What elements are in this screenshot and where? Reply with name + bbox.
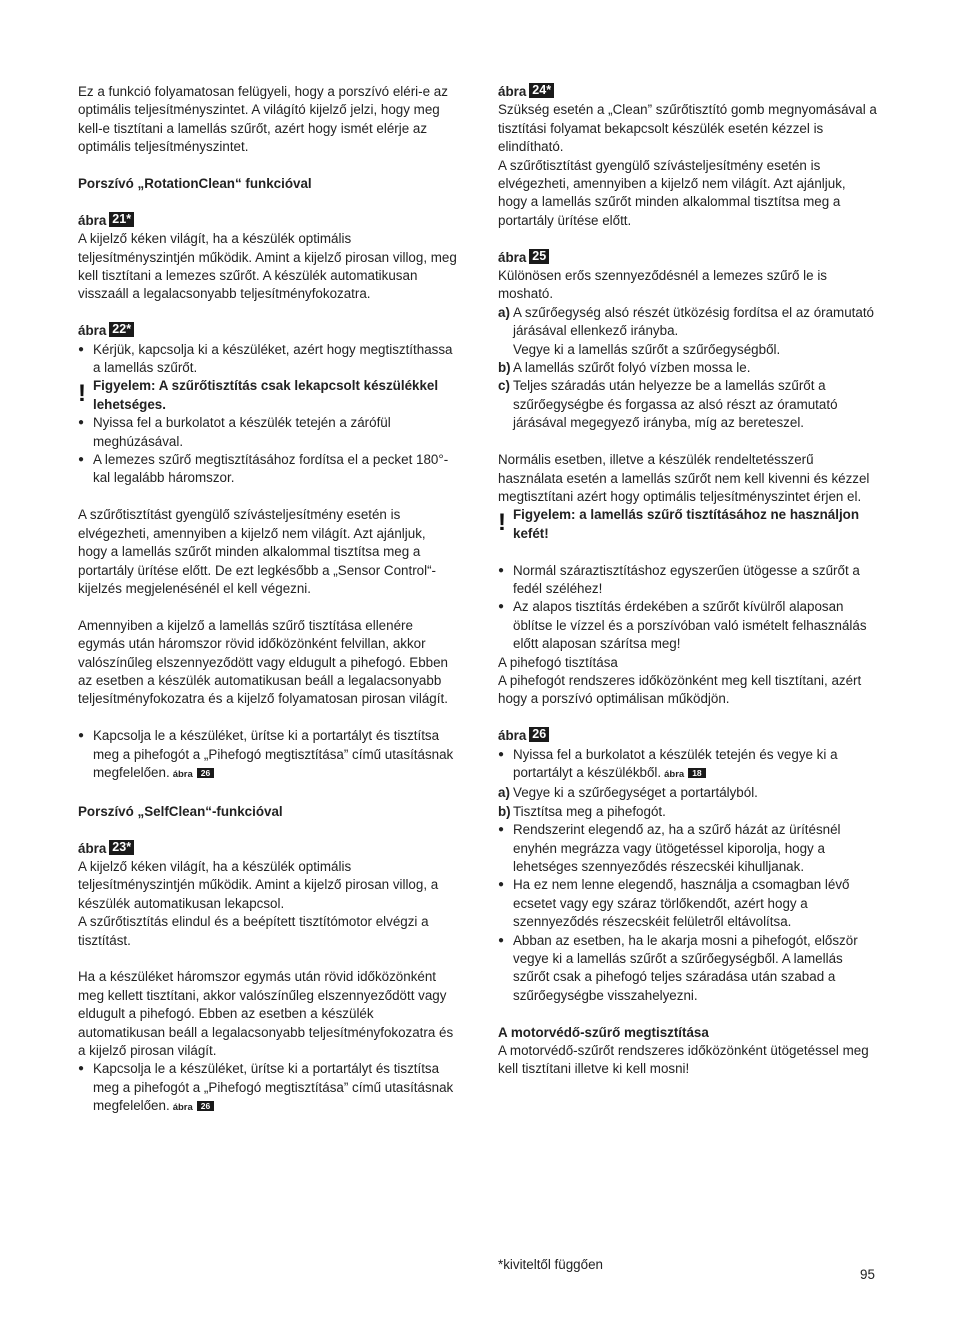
step-text: Teljes száradás után helyezze be a lamellás szűrőt a szűrőegységbe és forgassa az alsó részt az óramutató járásával megegyező irányba, míg az bereteszel. bbox=[513, 378, 838, 431]
list-item: ● Normál száraztisztításhoz egyszerűen ütögesse a szűrőt a fedél széléhez! bbox=[498, 562, 878, 599]
three-times-paragraph: Amennyiben a kijelző a lamellás szűrő tisztítása ellenére egymás után háromszor rövid időközönként felvillan, akkor valószínűleg elszennyeződött vagy eldugult a pihefogó. Ebben az esetben a készülék automatikusan beáll a legalacsonyabb teljesítményfokozatra és a kijelző folyamatosan pirosan világít. bbox=[78, 617, 448, 707]
figure-label: ábra bbox=[78, 212, 107, 228]
figure-22-badge: 22* bbox=[109, 322, 134, 337]
list-item: ● Az alapos tisztítás érdekében a szűrőt kívülről alaposan öblítse le vízzel és a porszívóban való ismételt felhasználás előtt alaposan szárítsa meg! bbox=[498, 598, 878, 653]
warning-icon: ! bbox=[498, 509, 506, 537]
step-b bbox=[498, 359, 878, 377]
figure-25-caption bbox=[498, 249, 878, 267]
figure-label: ábra bbox=[78, 840, 107, 856]
figure-24-text-2: A szűrőtisztítást gyengülő szívásteljesítmény esetén is elvégezheti, amennyiben a kijelző nem világít. Azt ajánljuk, hogy a lamellás szűrőt minden alkalommal tisztítsa meg a portartály ürítése előtt. bbox=[498, 157, 846, 228]
figure-ref-label: ábra bbox=[172, 768, 193, 780]
step-text: A szűrőegység alsó részét ütközésig fordítsa el az óramutató járásával ellenkező irányba. bbox=[513, 304, 874, 339]
step-text: Vegye ki a lamellás szűrőt a szűrőegységből. bbox=[513, 341, 781, 357]
step-label: b) bbox=[498, 803, 511, 819]
list-item: ● A lemezes szűrő megtisztításához fordítsa el a pecket 180°-kal legalább háromszor. bbox=[78, 451, 458, 488]
figure-24-badge: 24* bbox=[529, 83, 554, 98]
step-text: A lamellás szűrőt folyó vízben mossa le. bbox=[513, 360, 751, 376]
lint-filter-title: A pihefogó tisztítása bbox=[498, 654, 618, 670]
page-number: 95 bbox=[860, 1267, 875, 1282]
figure-18-ref-badge: 18 bbox=[688, 768, 705, 778]
figure-label: ábra bbox=[498, 728, 527, 744]
list-item: ● Abban az esetben, ha le akarja mosni a pihefogót, először vegye ki a lamellás szűrőt a szűrőegységből. A lamellás szűrőt csak a pihefogó teljes száradása után szabad a szűrőegységbe visszahelyezni. bbox=[498, 932, 878, 1006]
figure-25-text: Különösen erős szennyeződésnél a lemezes szűrő le is mosható. bbox=[498, 268, 827, 302]
step-label: a) bbox=[498, 304, 510, 320]
selfclean-heading: Porszívó „SelfClean“-funkcióval bbox=[78, 803, 283, 819]
figure-24-caption bbox=[498, 83, 878, 101]
figure-23-text-2: A szűrőtisztítás elindul és a beépített tisztítómotor elvégzi a tisztítást. bbox=[78, 914, 429, 948]
figure-23-text: A kijelző kéken világít, ha a készülék optimális teljesítményszintjén működik. Amint a kijelző pirosan villog, a készülék automatikusan lekapcsol. bbox=[78, 858, 439, 911]
step-c bbox=[498, 377, 878, 432]
figure-26-ref-badge: 26 bbox=[197, 1101, 214, 1111]
warning-text: Figyelem: A szűrőtisztítás csak lekapcsolt készülékkel lehetséges. bbox=[93, 378, 439, 412]
figure-label: ábra bbox=[498, 84, 527, 99]
figure-25-badge: 25 bbox=[529, 249, 549, 264]
step-a bbox=[498, 784, 878, 802]
lint-filter-text: A pihefogót rendszeres időközönként meg kell tisztítani, azért hogy a porszívó optimálisan működjön. bbox=[498, 672, 862, 707]
warning-text: Figyelem: a lamellás szűrő tisztításához ne használjon kefét! bbox=[513, 507, 860, 541]
figure-ref-label: ábra bbox=[664, 768, 685, 780]
rotationclean-heading: Porszívó „RotationClean“ funkcióval bbox=[78, 176, 312, 192]
figure-23-badge: 23* bbox=[109, 840, 134, 855]
figure-ref-label: ábra bbox=[172, 1102, 193, 1114]
normal-use-paragraph: Normális esetben, illetve a készülék rendeltetésszerű használata esetén a lamellás szűrőt nem kell kivenni és kézzel megtisztítani azért hogy optimális teljesítményszintet érjen el. bbox=[498, 452, 870, 504]
switch-off-text: Kapcsolja le a készüléket, ürítse ki a portartályt és tisztítsa meg a pihefogót a „Pihefogó megtisztítása” című utasításnak megfelelően. bbox=[93, 728, 454, 780]
list-item bbox=[78, 727, 458, 784]
step-label: a) bbox=[498, 785, 510, 801]
list-item bbox=[78, 1060, 458, 1117]
left-column bbox=[78, 83, 458, 1118]
step-text: Tisztítsa meg a pihefogót. bbox=[513, 803, 666, 819]
step-text: Vegye ki a szűrőegységet a portartályból. bbox=[513, 785, 758, 801]
warning-note bbox=[78, 377, 458, 414]
open-cover-text: Nyissa fel a burkolatot a készülék tetején és vegye ki a portartályt a készülékből. bbox=[513, 746, 838, 780]
figure-21-text: A kijelző kéken világít, ha a készülék optimális teljesítményszintjén működik. Amint a kijelző pirosan villog, meg kell tisztítani a lemezes szűrőt. A készülék automatikusan visszaáll a legalacsonyabb teljesítményfokozatra. bbox=[78, 231, 457, 302]
figure-26-badge: 26 bbox=[529, 727, 549, 742]
list-item bbox=[498, 746, 878, 785]
figure-21-badge: 21* bbox=[109, 212, 134, 227]
figure-26-ref-badge: 26 bbox=[197, 768, 214, 778]
motor-filter-heading: A motorvédő-szűrő megtisztítása bbox=[498, 1024, 709, 1040]
motor-filter-text: A motorvédő-szűrőt rendszeres időközönként ütögetéssel meg kell tisztítani illetve ki kell mosni! bbox=[498, 1043, 869, 1077]
figure-24-text: Szükség esetén a „Clean” szűrőtisztító gomb megnyomásával a tisztítási folyamat bekapcsolt készülék esetén kézzel is elindítható. bbox=[498, 102, 877, 155]
right-column bbox=[498, 83, 878, 1079]
figure-22-caption bbox=[78, 322, 458, 340]
step-b bbox=[498, 803, 878, 821]
list-item: ● Nyissa fel a burkolatot a készülék tetején a zárófül meghúzásával. bbox=[78, 414, 458, 451]
figure-21-caption bbox=[78, 212, 458, 230]
list-item: ● Rendszerint elegendő az, ha a szűrő házát az ürítésnél enyhén megrázza vagy ütögetéssel kiporolja, hogy a lehetséges szennyeződés részecskéi kihulljanak. bbox=[498, 821, 878, 876]
step-label: c) bbox=[498, 378, 510, 394]
list-item: ● Ha ez nem lenne elegendő, használja a csomagban lévő ecsetet vagy egy száraz törlőkendőt, azért hogy a szennyeződés részecskéit felületről eltávolítsa. bbox=[498, 876, 878, 931]
gentle-cleaning-paragraph: A szűrőtisztítást gyengülő szívásteljesítmény esetén is elvégezheti, amennyiben a kijelző nem világít. Azt ajánljuk, hogy a lamellás szűrőt minden alkalommal tisztítsa meg a portartály ürítése előtt. De ezt legkésőbb a „Sensor Control“-kijelzés megjelenésénél el kell végezni. bbox=[78, 507, 436, 596]
switch-off-text-2: Kapcsolja le a készüléket, ürítse ki a portartályt és tisztítsa meg a pihefogót a „Pihefogó megtisztítása” című utasításnak megfelelően. bbox=[93, 1061, 454, 1114]
footnote: *kiviteltől függően bbox=[498, 1257, 603, 1272]
step-a bbox=[498, 304, 878, 359]
intro-paragraph: Ez a funkció folyamatosan felügyeli, hogy a porszívó eléri-e az optimális teljesítményszintet. A világító kijelző jelzi, hogy meg kell-e tisztítani a lamellás szűrőt, azért hogy ismét elérje az optimális teljesítményszintet. bbox=[78, 84, 448, 155]
list-item: ● Kérjük, kapcsolja ki a készüléket, azért hogy megtisztíthassa a lamellás szűrőt. bbox=[78, 341, 458, 378]
step-label: b) bbox=[498, 360, 511, 376]
three-times-paragraph-2: Ha a készüléket háromszor egymás után rövid időközönként meg kellett tisztítani, akkor valószínűleg elszennyeződött vagy eldugult a pihefogó. Ebben az esetben a készülék automatikusan beáll a legalacsonyabb teljesítményfokozatra és a kijelző pirosan világít. bbox=[78, 969, 454, 1058]
figure-label: ábra bbox=[78, 323, 107, 339]
warning-note bbox=[498, 506, 878, 543]
figure-label: ábra bbox=[498, 249, 527, 265]
figure-26-caption bbox=[498, 727, 878, 745]
warning-icon: ! bbox=[78, 380, 86, 408]
figure-23-caption bbox=[78, 840, 458, 858]
